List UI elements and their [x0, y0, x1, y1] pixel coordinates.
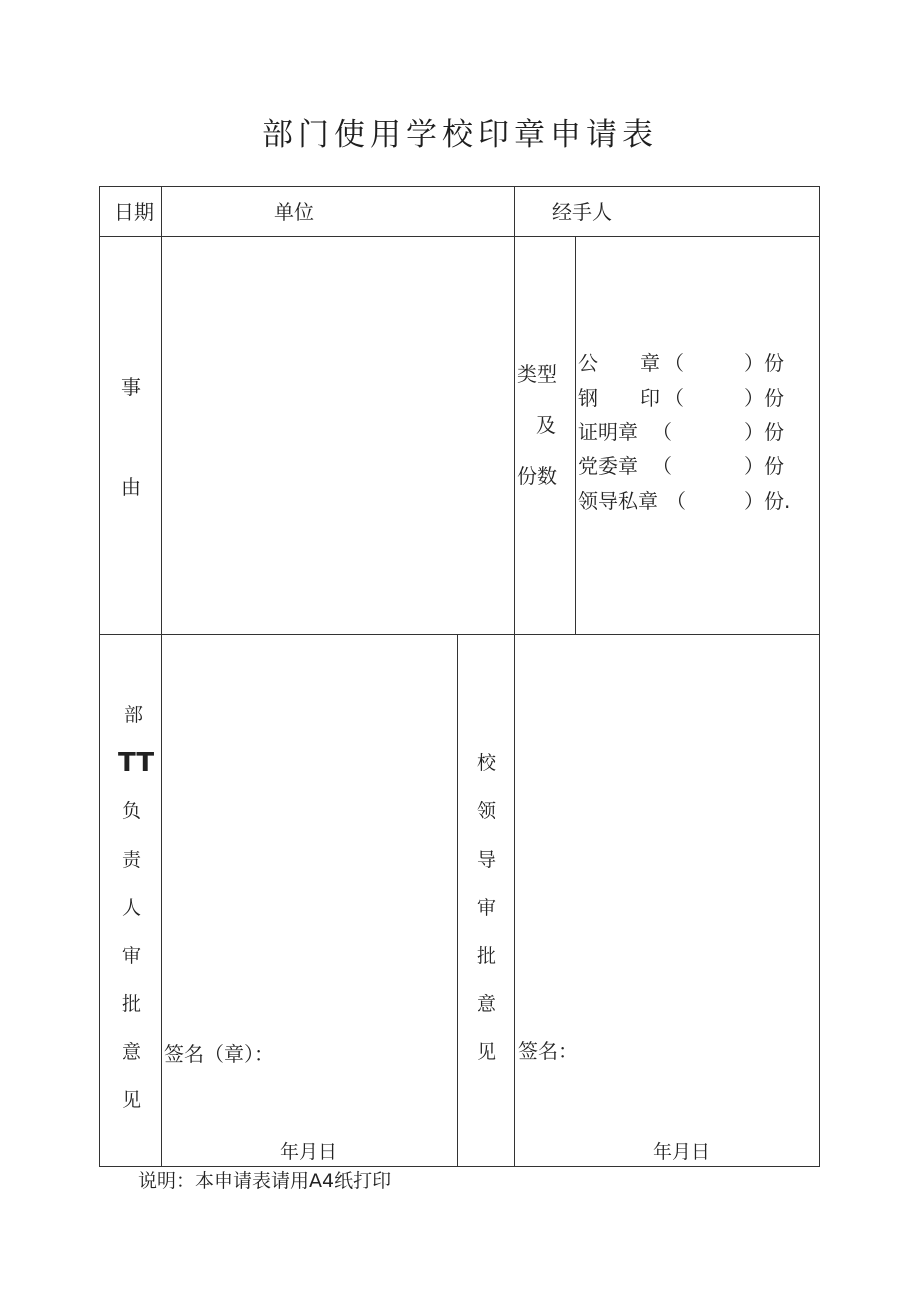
seal-type-label-1: 类型 — [517, 362, 557, 386]
table-line-seal-col — [575, 236, 576, 635]
table-line-col1 — [161, 186, 162, 1167]
dept-approval-char: 负 — [122, 800, 142, 822]
school-sign-label: 签名： — [518, 1039, 578, 1063]
dept-approval-char: 审 — [122, 945, 142, 967]
dept-date-label: 年月日 — [280, 1141, 338, 1163]
table-line-approval-col — [457, 634, 458, 1167]
seal-count-suffix: ）份 — [744, 420, 784, 444]
seal-name-gangyin: 钢 — [578, 386, 598, 410]
seal-count-suffix: ）份 — [744, 386, 784, 410]
table-border-top — [99, 186, 820, 187]
seal-type-label-3: 份数 — [517, 464, 557, 488]
school-approval-char: 意 — [477, 993, 497, 1015]
seal-name-dangwei: 党委章 — [578, 454, 638, 478]
reason-label-2: 由 — [121, 475, 141, 499]
seal-name-gongzhang-2: 章 — [640, 351, 660, 375]
dept-approval-char: 意 — [122, 1041, 142, 1063]
table-line-middle — [99, 634, 820, 635]
seal-count-suffix: ）份 — [744, 351, 784, 375]
print-note: 说明：本申请表请用A4纸打印 — [138, 1170, 392, 1192]
seal-type-label-2: 及 — [536, 413, 556, 437]
seal-count-suffix: ）份 — [744, 454, 784, 478]
table-border-right — [819, 186, 820, 1167]
table-border-bottom — [99, 1166, 820, 1167]
seal-open-paren: （ — [664, 351, 684, 375]
school-date-label: 年月日 — [653, 1141, 711, 1163]
seal-name-gongzhang: 公 — [578, 351, 598, 375]
table-border-left — [99, 186, 100, 1167]
seal-open-paren: （ — [652, 420, 672, 444]
handler-label: 经手人 — [552, 200, 612, 224]
unit-label: 单位 — [274, 200, 314, 224]
school-approval-char: 领 — [477, 800, 497, 822]
seal-name-zhengming: 证明章 — [578, 420, 638, 444]
school-approval-char: 见 — [477, 1041, 497, 1063]
seal-open-paren: （ — [652, 454, 672, 478]
school-approval-char: 审 — [477, 897, 497, 919]
table-line-col-mid — [514, 186, 515, 1167]
page-title: 部门使用学校印章申请表 — [262, 117, 658, 153]
school-approval-char: 导 — [477, 849, 497, 871]
seal-count-suffix: ）份. — [744, 489, 791, 513]
dept-approval-char: 人 — [122, 897, 142, 919]
school-approval-char: 批 — [477, 945, 497, 967]
dept-approval-char: 批 — [122, 993, 142, 1015]
dept-approval-char: 部 — [124, 704, 144, 726]
dept-approval-char: 见 — [122, 1089, 142, 1111]
dept-sign-label: 签名（章）： — [164, 1042, 274, 1066]
seal-name-gangyin-2: 印 — [640, 386, 660, 410]
seal-name-lingdao: 领导私章 — [578, 489, 658, 513]
dept-approval-char: 责 — [122, 849, 142, 871]
seal-open-paren: （ — [664, 386, 684, 410]
seal-open-paren: （ — [666, 489, 686, 513]
reason-label-1: 事 — [121, 375, 141, 399]
school-approval-char: 校 — [477, 752, 497, 774]
table-line-header — [99, 236, 820, 237]
date-label: 日期 — [114, 200, 154, 224]
dept-approval-char: TT — [118, 748, 155, 778]
